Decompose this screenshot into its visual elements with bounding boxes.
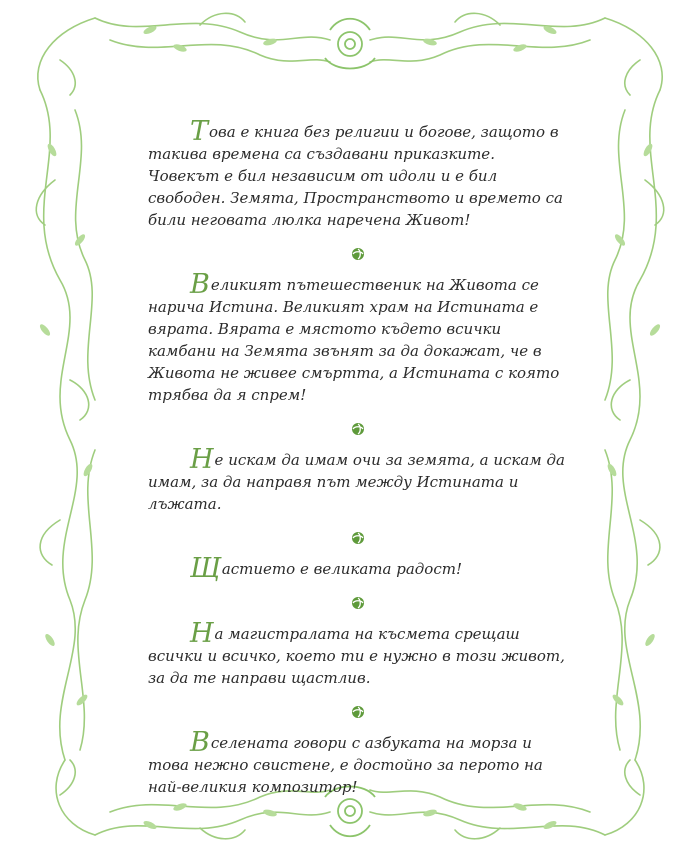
- paragraph-4: [148, 553, 568, 584]
- drop-initial: В: [190, 727, 210, 758]
- swirl-ornament-icon: [351, 531, 365, 545]
- paragraph-text: е искам да имам очи за земята, а искам да имам, за да направя път между Истината и лъжата.: [148, 451, 565, 513]
- drop-initial: Щ: [190, 553, 221, 584]
- swirl-ornament-icon: [351, 705, 365, 719]
- paragraph-2: [148, 269, 568, 406]
- paragraph-6: [148, 727, 568, 798]
- paragraph-text: еликият пътешественик на Живота се нарича Истина. Великият храм на Истината е вярата. Вярата е мястото където всички камбани на Земята звънят за да докажат, че в Живота не живее смъртта, а Истината с която трябва да я спрем!: [148, 276, 560, 404]
- drop-initial: В: [190, 269, 210, 300]
- swirl-ornament-icon: [351, 247, 365, 261]
- paragraph-text: селената говори с азбуката на морза и това нежно свистене, е достойно за перото на най-великия композитор!: [148, 734, 543, 796]
- paragraph-text: а магистралата на късмета срещаш всички и всичко, което ти е нужно в този живот, за да те направи щастлив.: [148, 625, 565, 687]
- drop-initial: Т: [190, 116, 209, 147]
- paragraph-1: [148, 116, 568, 231]
- drop-initial: Н: [190, 444, 214, 475]
- drop-initial: Н: [190, 618, 214, 649]
- paragraph-text: астието е великата радост!: [221, 560, 462, 578]
- swirl-ornament-icon: [351, 422, 365, 436]
- paragraph-5: [148, 618, 568, 689]
- text-body: [148, 116, 568, 798]
- paragraph-text: ова е книга без религии и богове, защото в такива времена са създавани приказките. Човекът е бил независим от идоли и е бил свободен. Земята, Пространството и времето са били неговата люлка наречена Живот!: [148, 123, 563, 229]
- paragraph-3: [148, 444, 568, 515]
- swirl-ornament-icon: [351, 596, 365, 610]
